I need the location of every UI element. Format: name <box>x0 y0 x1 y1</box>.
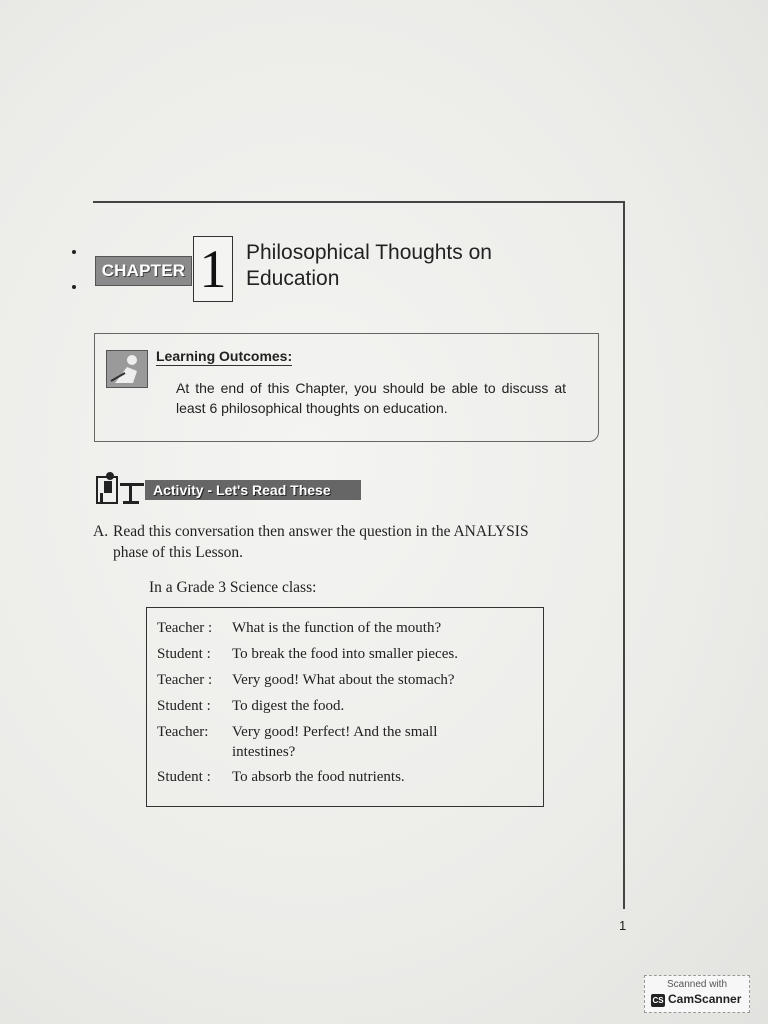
question-text: phase of this Lesson. <box>113 544 244 561</box>
page-number: 1 <box>619 918 627 933</box>
dialogue-line: What is the function of the mouth? <box>232 620 442 636</box>
dialogue-line: To absorb the food nutrients. <box>232 769 405 785</box>
dialogue-speaker: Student : <box>157 646 211 662</box>
dialogue-speaker: Teacher : <box>157 620 213 636</box>
learning-outcomes-heading: Learning Outcomes: <box>156 348 293 364</box>
scanner-caption: Scanned with <box>666 979 728 990</box>
dialogue-speaker: Teacher : <box>157 672 213 688</box>
chapter-title <box>246 240 576 292</box>
question-label: A. <box>93 523 109 540</box>
chapter-title-line: Philosophical Thoughts on <box>246 241 492 264</box>
dialogue-line: To break the food into smaller pieces. <box>232 646 458 662</box>
dialogue-intro: In a Grade 3 Science class: <box>149 579 317 596</box>
camscanner-logo-icon: CS <box>652 996 664 1005</box>
dialogue-box <box>146 607 544 807</box>
activity-banner: Activity - Let's Read These <box>145 480 361 500</box>
dialogue-line: Very good! Perfect! And the small intestines? <box>232 724 438 760</box>
dialogue-line: Very good! What about the stomach? <box>232 672 455 688</box>
question-text: Read this conversation then answer the question in the ANALYSIS <box>113 523 529 540</box>
learner-icon <box>106 350 148 388</box>
top-rule <box>93 201 624 203</box>
margin-dot <box>72 250 76 254</box>
margin-dot <box>72 285 76 289</box>
camscanner-watermark <box>644 975 750 1013</box>
dialogue-speaker: Student : <box>157 769 211 785</box>
dialogue-line: To digest the food. <box>232 698 345 714</box>
chapter-title-line: Education <box>246 267 340 290</box>
learning-outcomes-text: At the end of this Chapter, you should be able to discuss at least 6 philosophical thoughts on education. <box>176 380 566 416</box>
question-a <box>93 521 613 563</box>
dialogue-speaker: Student : <box>157 698 211 714</box>
classroom-desk-icon <box>96 471 146 505</box>
right-rule <box>623 201 625 909</box>
dialogue-speaker: Teacher: <box>157 724 209 740</box>
scanner-name: CamScanner <box>668 992 742 1006</box>
chapter-badge: CHAPTER <box>95 256 192 286</box>
chapter-number: 1 <box>193 236 233 302</box>
